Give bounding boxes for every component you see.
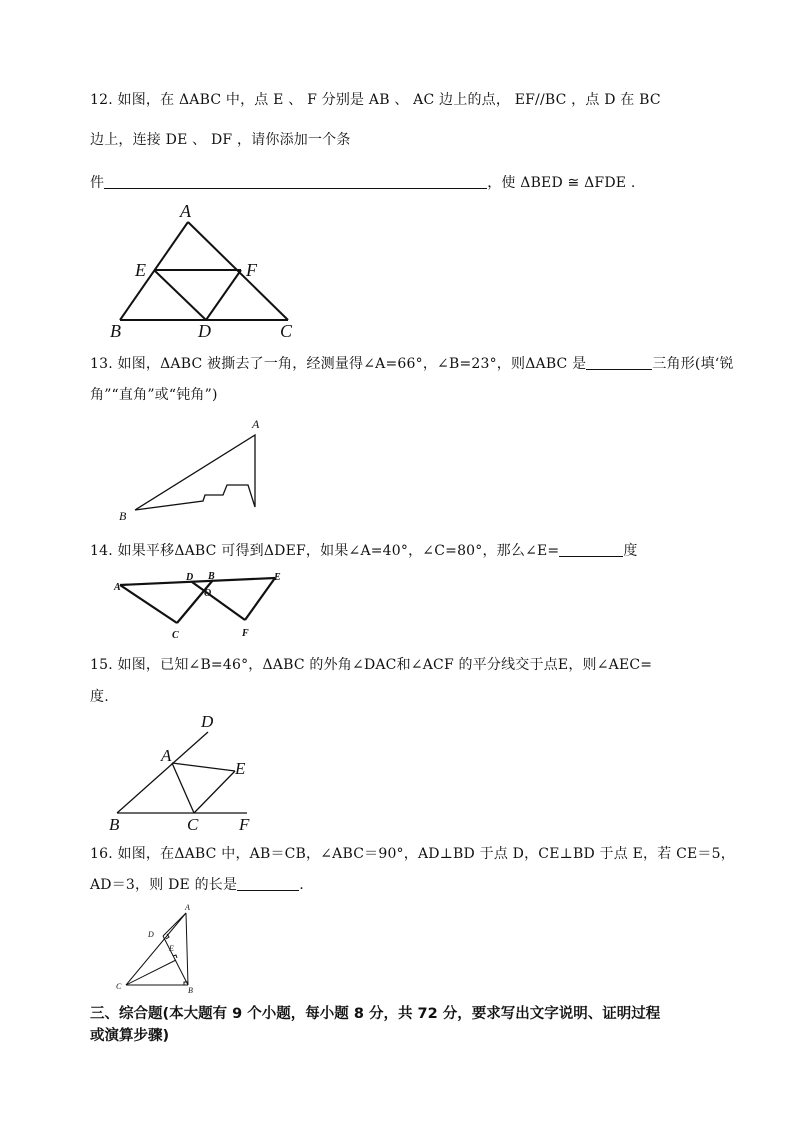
- q16-label-d: D: [148, 930, 154, 939]
- q14-label-e: E: [274, 572, 281, 583]
- q12-text-line3: [90, 172, 636, 192]
- q14-text: [90, 540, 638, 560]
- q12-line3-prefix: 件: [90, 175, 105, 191]
- q15-label-a: A: [161, 746, 172, 765]
- q14-translation-figure: [110, 568, 290, 643]
- q16-text-line1: 16. 如图，在ΔABC 中，AB＝CB，∠ABC＝90°，AD⊥BD 于点 D，CE⊥BD 于点 E，若 CE＝5，: [90, 846, 735, 862]
- q16-label-b: B: [188, 986, 193, 995]
- q16-label-a: A: [185, 903, 190, 912]
- q12-line3-suffix: ，使 ΔBED ≅ ΔFDE .: [487, 175, 636, 191]
- q12-label-b: B: [110, 321, 121, 341]
- q12-answer-blank[interactable]: [104, 174, 487, 189]
- q15-label-d: D: [201, 712, 214, 731]
- q14-label-a: A: [114, 582, 121, 593]
- q13-text-line2: 角”“直角”或“钝角”): [90, 387, 218, 403]
- q16-label-e: E: [169, 944, 174, 953]
- q14-label-c: C: [172, 630, 179, 641]
- q16-line2-b: .: [299, 877, 304, 893]
- q14-label-d: D: [186, 572, 194, 583]
- q12-text-line2: 边上，连接 DE 、 DF ，请你添加一个条: [90, 132, 351, 148]
- section-3-heading-line2: 或演算步骤): [90, 1028, 170, 1044]
- q12-label-e: E: [135, 260, 146, 280]
- section-3-heading-line1: 三、综合题(本大题有 9 个小题，每小题 8 分，共 72 分，要求写出文字说明、证明过程: [90, 1006, 661, 1022]
- q14-label-f: F: [242, 628, 249, 639]
- q13-answer-blank[interactable]: [586, 355, 652, 370]
- q16-line2-a: AD＝3，则 DE 的长是: [90, 877, 238, 893]
- q16-label-c: C: [116, 982, 122, 991]
- q12-label-c: C: [280, 321, 293, 341]
- q12-triangle-figure: [108, 200, 308, 345]
- q13-line1-b: 三角形(填‘锐: [652, 356, 734, 372]
- q14-text-a: 14. 如果平移ΔABC 可得到ΔDEF，如果∠A=40°，∠C=80°，那么∠E=: [90, 543, 560, 559]
- q15-exterior-angle-figure: [105, 710, 270, 835]
- q13-text-line1: [90, 353, 734, 373]
- q16-answer-blank[interactable]: [237, 876, 299, 891]
- q15-text-line2: 度.: [90, 689, 109, 705]
- q14-label-b: B: [208, 571, 215, 582]
- q15-label-e: E: [235, 759, 246, 778]
- q12-text-line1: 12. 如图，在 ΔABC 中，点 E 、 F 分别是 AB 、 AC 边上的点， EF//BC ，点 D 在 BC: [90, 92, 661, 108]
- q14-label-o: O: [204, 588, 212, 599]
- q13-torn-triangle-figure: [115, 415, 275, 525]
- q15-text-line1: 15. 如图，已知∠B=46°，ΔABC 的外角∠DAC和∠ACF 的平分线交于点E，则∠AEC=: [90, 657, 653, 673]
- q14-text-b: 度: [623, 543, 638, 559]
- q15-label-c: C: [187, 815, 199, 834]
- q13-label-a: A: [252, 417, 260, 431]
- q14-answer-blank[interactable]: [559, 542, 623, 557]
- q16-right-triangle-figure: [108, 900, 208, 995]
- q13-label-b: B: [119, 509, 127, 523]
- q12-label-d: D: [198, 321, 211, 341]
- q16-text-line2: [90, 874, 304, 894]
- q12-label-f: F: [246, 260, 257, 280]
- q15-label-f: F: [239, 815, 250, 834]
- q12-label-a: A: [180, 201, 191, 221]
- q13-line1-a: 13. 如图，ΔABC 被撕去了一角，经测量得∠A=66°，∠B=23°，则ΔABC 是: [90, 356, 587, 372]
- q15-label-b: B: [109, 815, 120, 834]
